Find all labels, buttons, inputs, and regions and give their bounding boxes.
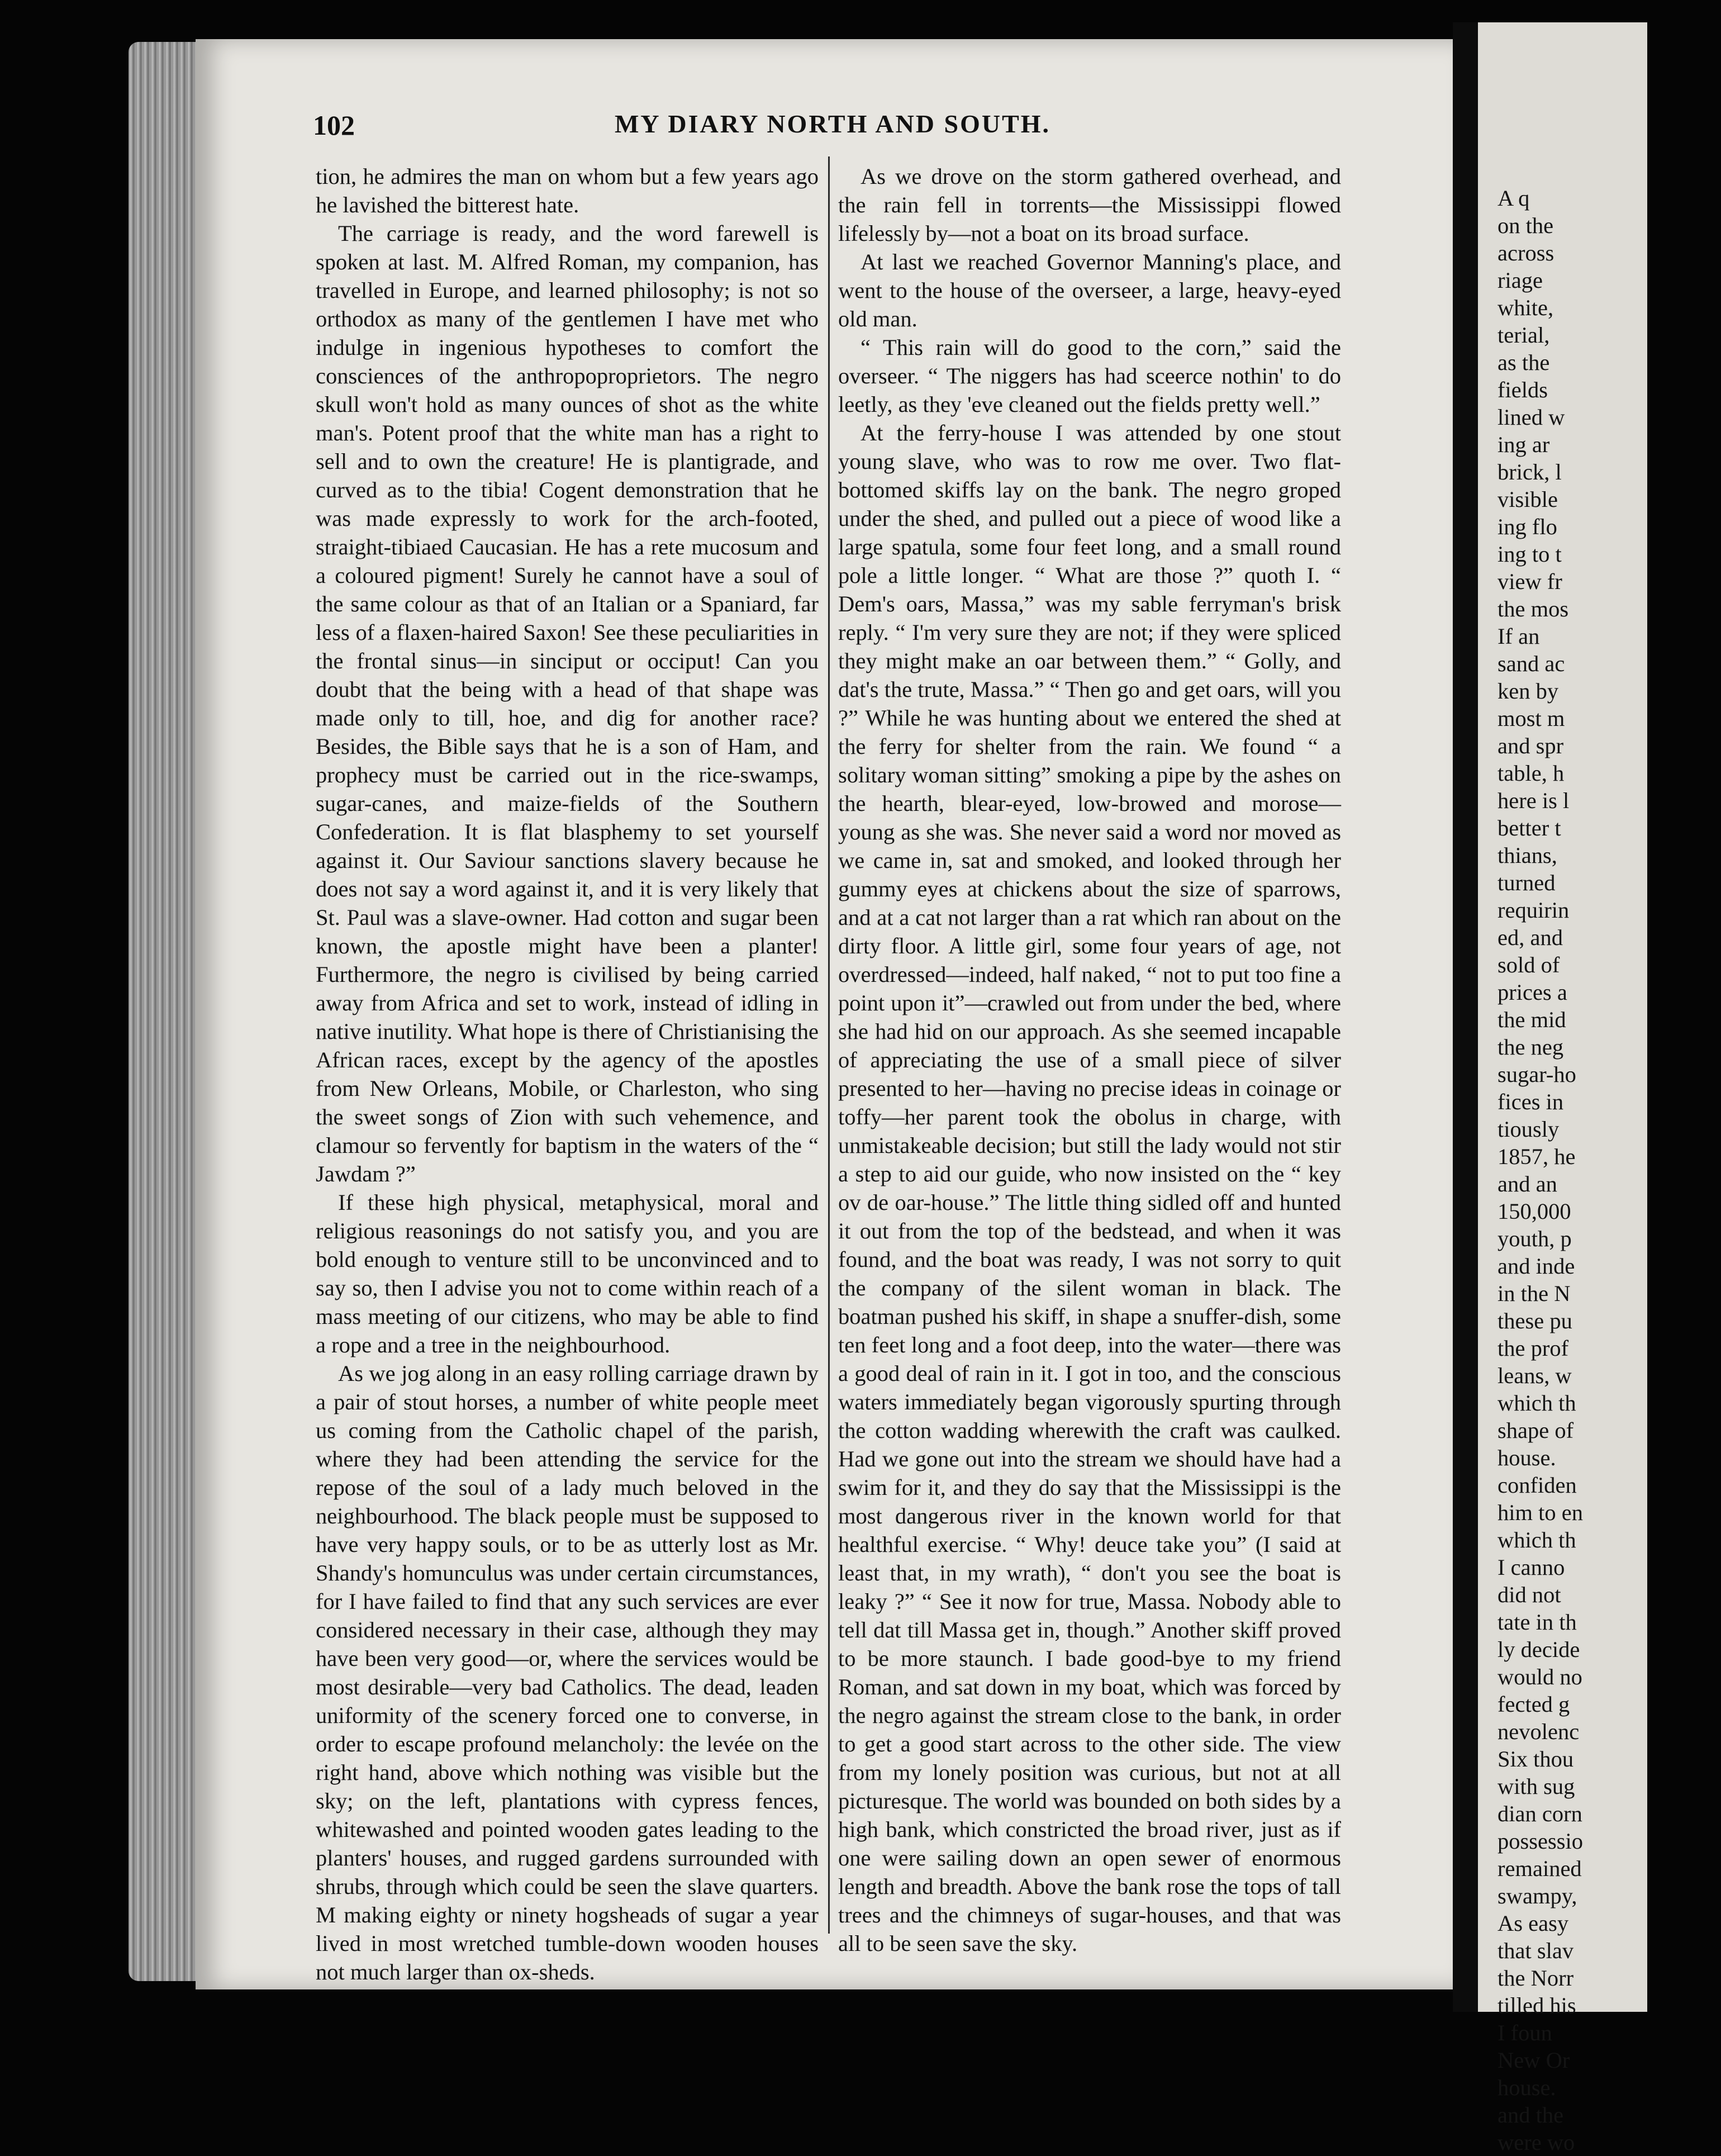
paragraph: tion, he admires the man on whom but a few years ago he lavished the bitterest hate. [316, 164, 819, 217]
facing-page-line: table, h [1497, 761, 1565, 786]
facing-page-line: fields [1497, 377, 1548, 402]
facing-page-line: A q [1497, 186, 1530, 211]
paragraph: At the ferry-house I was attended by one stout young slave, who was to row me over. Two flat-bottomed skiffs lay on the bank. The negro groped under the shed, and pulled out a piece of wood like a large spatula, some four feet long, and a small round pole a little longer. “ What are those ?” quoth I. “ Dem's oars, Massa,” was my sable ferryman's brisk reply. “ I'm very sure they are not; if they were spliced they might make an oar between them.” “ Golly, and dat's the trute, Massa.” “ Then go and get oars, will you ?” While he was hunting about we entered the shed at the ferry for shelter from the rain. We found “ a solitary woman sitting” smoking a pipe by the ashes on the hearth, blear-eyed, low-browed and morose—young as she was. She never said a word nor moved as we came in, sat and smoked, and looked through her gummy eyes at chickens about the size of sparrows, and at a cat not larger than a rat which ran about on the dirty floor. A little girl, some four years of age, not overdressed—indeed, half naked, “ not to put too fine a point upon it”—crawled out from under the bed, where she had hid on our approach. As she seemed incapable of appreciating the use of a small piece of silver presented to her—having no precise ideas in coinage or toffy—her parent took the obolus in charge, with unmistakeable decision; but still the lady would not stir a step to aid our guide, who now insisted on the “ key ov de oar-house.” The little thing sidled off and hunted it out from the top of the bedstead, and when it was found, and the boat was ready, I was not sorry to quit the company of the silent woman in black. The boatman pushed his skiff, in shape a snuffer-dish, some ten feet long and a foot deep, into the water—there was a good deal of rain in it. I got in too, and the conscious waters immediately began vigorously spurting through the cotton wadding wherewith the craft was caulked. Had we gone out into the stream we should have had a swim for it, and they do say that the Mississippi is the most dangerous river in the known world for that healthful exercise. “ Why! deuce take you” (I said at least that, in my wrath), “ don't you see the boat is leaky ?” “ See it now for true, Massa. Nobody able to tell dat till Massa get in, though.” Another skiff proved to be more staunch. I bade good-bye to my friend Roman, and sat down in my boat, which was forced by the negro against the stream close to the bank, in order to get a good start across to the other side. The view from my lonely position was curious, but not at all picturesque. The world was bounded on both sides by a high bank, which constricted the broad river, just as if one were sailing down an open sewer of enormous length and breadth. Above the bank rose the tops of tall trees and the chimneys of sugar-houses, and that was all to be seen save the sky. [838, 420, 1341, 1956]
facing-page-line: house. [1497, 1445, 1556, 1470]
facing-page-line: dian corn [1497, 1801, 1582, 1826]
book-gutter [1453, 22, 1478, 2012]
facing-page-line: riage [1497, 268, 1543, 293]
facing-page-line: on the [1497, 213, 1554, 238]
facing-page-line: would no [1497, 1664, 1582, 1689]
facing-page-line: confiden [1497, 1473, 1577, 1498]
facing-page-line: shape of [1497, 1418, 1574, 1443]
facing-page-line: fected g [1497, 1692, 1570, 1717]
facing-page-line: the mid [1497, 1007, 1566, 1032]
facing-page-partial [1478, 22, 1647, 2155]
facing-page-line: tiously [1497, 1117, 1560, 1142]
facing-page-line: white, [1497, 295, 1554, 320]
facing-page-line: requirin [1497, 897, 1570, 923]
facing-page-line: and spr [1497, 733, 1564, 758]
facing-page-line: prices a [1497, 980, 1567, 1005]
facing-page-line: youth, p [1497, 1226, 1572, 1251]
facing-page-line: with sug [1497, 1774, 1575, 1799]
facing-page-text [1497, 184, 1721, 2156]
facing-page-line: fices in [1497, 1089, 1564, 1114]
facing-page-line: turned [1497, 870, 1556, 895]
facing-page-line: sugar-ho [1497, 1062, 1576, 1087]
facing-page-line: which th [1497, 1390, 1576, 1416]
facing-page-line: sold of [1497, 952, 1560, 977]
facing-page-line: tate in th [1497, 1609, 1577, 1635]
facing-page-line: were wo [1497, 2130, 1575, 2155]
paragraph: As we jog along in an easy rolling carriage drawn by a pair of stout horses, a number of white people meet us coming from the Catholic chapel of the parish, where they had been attending the service for the repose of the soul of a lady much beloved in the neighbourhood. The black people must be supposed to have very happy souls, or to be as utterly lost as Mr. Shandy's homunculus was under certain circumstances, for I have failed to find that any such services are ever considered necessary in their case, although they may have been very good—or, where the services would be most desirable—very bad Catholics. The dead, leaden uniformity of the scenery forced one to converse, in order to escape profound melancholy: the levée on the right hand, above which nothing was visible but the sky; on the left, plantations with cypress fences, whitewashed and pointed wooden gates leading to the planters' houses, and rugged gardens surrounded with shrubs, through which could be seen the slave quarters. M making eighty or ninety hogsheads of sugar a year lived in most wretched tumble-down wooden houses not much larger than ox-sheds. [316, 1361, 819, 1984]
facing-page-line: remained [1497, 1856, 1582, 1881]
facing-page-line: these pu [1497, 1308, 1572, 1333]
facing-page-line: view fr [1497, 569, 1562, 594]
paragraph: If these high physical, metaphysical, moral and religious reasonings do not satisfy you, and you are bold enough to venture still to be unconvinced and to say so, then I advise you not to come within reach of a mass meeting of our citizens, who may be able to find a rope and a tree in the neighbourhood. [316, 1190, 819, 1357]
facing-page-line: as the [1497, 350, 1550, 375]
facing-page-line: which th [1497, 1527, 1576, 1552]
facing-page-line: thians, [1497, 843, 1557, 868]
page-header [313, 109, 1352, 148]
facing-page-line: the Norr [1497, 1965, 1574, 1991]
page-number: 102 [313, 110, 355, 141]
running-title: MY DIARY NORTH AND SOUTH. [614, 110, 1051, 138]
book-page-edges [129, 42, 201, 1981]
facing-page-line: If an [1497, 624, 1540, 649]
facing-page-line: tilled his [1497, 1993, 1576, 2018]
facing-page-line: in the N [1497, 1281, 1571, 1306]
facing-page-line: most m [1497, 706, 1565, 731]
facing-page-line: better t [1497, 815, 1561, 840]
facing-page-line: brick, l [1497, 459, 1562, 485]
facing-page-line: I canno [1497, 1555, 1565, 1580]
facing-page-line: the neg [1497, 1034, 1564, 1060]
facing-page-line: the mos [1497, 596, 1569, 621]
facing-page-line: and inde [1497, 1253, 1575, 1279]
facing-page-line: As easy [1497, 1911, 1569, 1936]
facing-page-line: him to en [1497, 1500, 1583, 1525]
facing-page-line: New Or [1497, 2048, 1570, 2073]
paragraph: As we drove on the storm gathered overhead, and the rain fell in torrents—the Mississippi flowed lifelessly by—not a boat on its broad surface. [838, 164, 1341, 246]
text-column-left [316, 162, 819, 1984]
facing-page-line: and an [1497, 1171, 1557, 1196]
facing-page-line: here is l [1497, 788, 1570, 813]
paragraph: At last we reached Governor Manning's place, and went to the house of the overseer, a large, heavy-eyed old man. [838, 249, 1341, 331]
facing-page-line: across [1497, 240, 1554, 265]
facing-page-line: that slav [1497, 1938, 1574, 1963]
facing-page-line: ly decide [1497, 1637, 1580, 1662]
facing-page-line: ing to t [1497, 542, 1562, 567]
facing-page-line: lined w [1497, 405, 1565, 430]
facing-page-line: and the [1497, 2102, 1564, 2127]
paragraph: The carriage is ready, and the word farewell is spoken at last. M. Alfred Roman, my companion, has travelled in Europe, and learned philosophy; is not so orthodox as many of the gentlemen I have met who indulge in ingenious hypotheses to comfort the consciences of the anthropoproprietors. The negro skull won't hold as many ounces of shot as the white man's. Potent proof that the white man has a right to sell and to own the creature! He is plantigrade, and curved as to the tibia! Cogent demonstration that he was made expressly to work for the arch-footed, straight-tibiaed Caucasian. He has a rete mucosum and a coloured pigment! Surely he cannot have a soul of the same colour as that of an Italian or a Spaniard, far less of a flaxen-haired Saxon! See these peculiarities in the frontal sinus—in sinciput or occiput! Can you doubt that the being with a head of that shape was made only to till, hoe, and dig for another race? Besides, the Bible says that he is a son of Ham, and prophecy must be carried out in the rice-swamps, sugar-canes, and maize-fields of the Southern Confederation. It is flat blasphemy to set yourself against it. Our Saviour sanctions slavery because he does not say a word against it, and it is very likely that St. Paul was a slave-owner. Had cotton and sugar been known, the apostle might have been a planter! Furthermore, the negro is civilised by being carried away from Africa and set to work, instead of idling in native inutility. What hope is there of Christianising the African races, except by the agency of the apostles from New Orleans, Mobile, or Charleston, who sing the sweet songs of Zion with such vehemence, and clamour so fervently for baptism in the waters of the “ Jawdam ?” [316, 221, 819, 1186]
facing-page-line: house. [1497, 2075, 1556, 2100]
facing-page-line: ing flo [1497, 514, 1557, 539]
facing-page-line: possessio [1497, 1829, 1584, 1854]
facing-page-line: terial, [1497, 322, 1550, 348]
facing-page-line: ing ar [1497, 432, 1550, 457]
facing-page-line: Six thou [1497, 1746, 1574, 1772]
facing-page-line: leans, w [1497, 1363, 1572, 1388]
facing-page-line: visible [1497, 487, 1558, 512]
facing-page-line: 1857, he [1497, 1144, 1576, 1169]
text-column-right [838, 162, 1341, 1956]
facing-page-line: ed, and [1497, 925, 1563, 950]
facing-page-line: nevolenc [1497, 1719, 1580, 1744]
paragraph: “ This rain will do good to the corn,” said the overseer. “ The niggers has had sceerce nothin' to do leetly, as they 'eve cleaned out the fields pretty well.” [838, 335, 1341, 417]
facing-page-line: ken by [1497, 678, 1559, 704]
facing-page-line: swampy, [1497, 1883, 1577, 1908]
facing-page-line: I foun [1497, 2020, 1552, 2045]
facing-page-line: did not [1497, 1582, 1561, 1607]
column-divider [828, 156, 830, 1934]
facing-page-line: sand ac [1497, 651, 1565, 676]
facing-page-line: 150,000 [1497, 1199, 1571, 1224]
facing-page-line: the prof [1497, 1336, 1569, 1361]
